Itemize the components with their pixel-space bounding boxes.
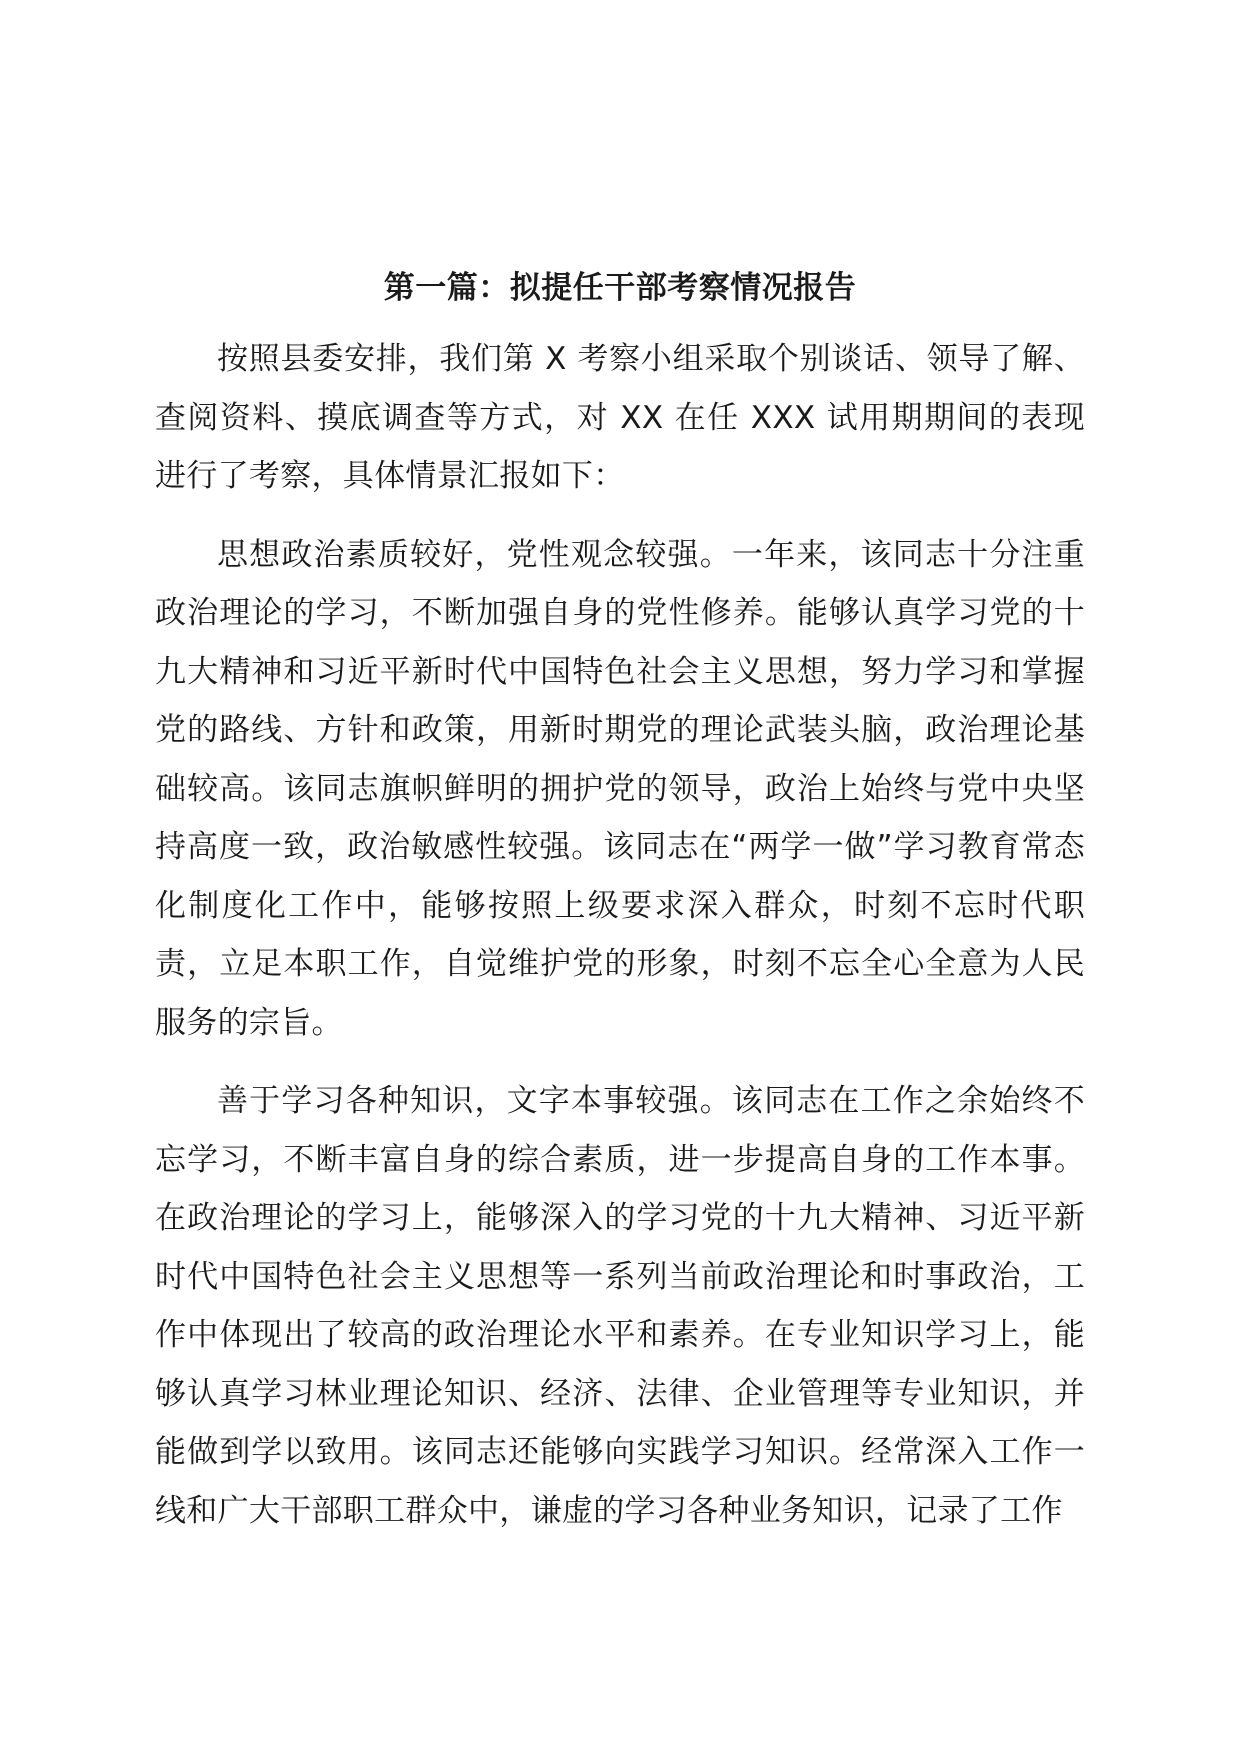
document-body bbox=[155, 330, 1085, 1560]
paragraph-political-quality: 思想政治素质较好，党性观念较强。一年来，该同志十分注重政治理论的学习，不断加强自身的党性修养。能够认真学习党的十九大精神和习近平新时代中国特色社会主义思想，努力学习和掌握党的路线、方针和政策，用新时期党的理论武装头脑，政治理论基础较高。该同志旗帜鲜明的拥护党的领导，政治上始终与党中央坚持高度一致，政治敏感性较强。该同志在“两学一做”学习教育常态化制度化工作中，能够按照上级要求深入群众，时刻不忘时代职责，立足本职工作，自觉维护党的形象，时刻不忘全心全意为人民服务的宗旨。 bbox=[155, 536, 1085, 1041]
paragraph-learning-ability: 善于学习各种知识，文字本事较强。该同志在工作之余始终不忘学习，不断丰富自身的综合素质，进一步提高自身的工作本事。在政治理论的学习上，能够深入的学习党的十九大精神、习近平新时代中国特色社会主义思想等一系列当前政治理论和时事政治，工作中体现出了较高的政治理论水平和素养。在专业知识学习上，能够认真学习林业理论知识、经济、法律、企业管理等专业知识，并能做到学以致用。该同志还能够向实践学习知识。经常深入工作一线和广大干部职工群众中，谦虚的学习各种业务知识，记录了工作 bbox=[155, 1083, 1085, 1529]
document-title: 第一篇：拟提任干部考察情况报告 bbox=[383, 270, 857, 306]
paragraph-intro: 按照县委安排，我们第 X 考察小组采取个别谈话、领导了解、查阅资料、摸底调查等方式，对 XX 在任 XXX 试用期期间的表现进行了考察，具体情景汇报如下： bbox=[155, 341, 1085, 494]
